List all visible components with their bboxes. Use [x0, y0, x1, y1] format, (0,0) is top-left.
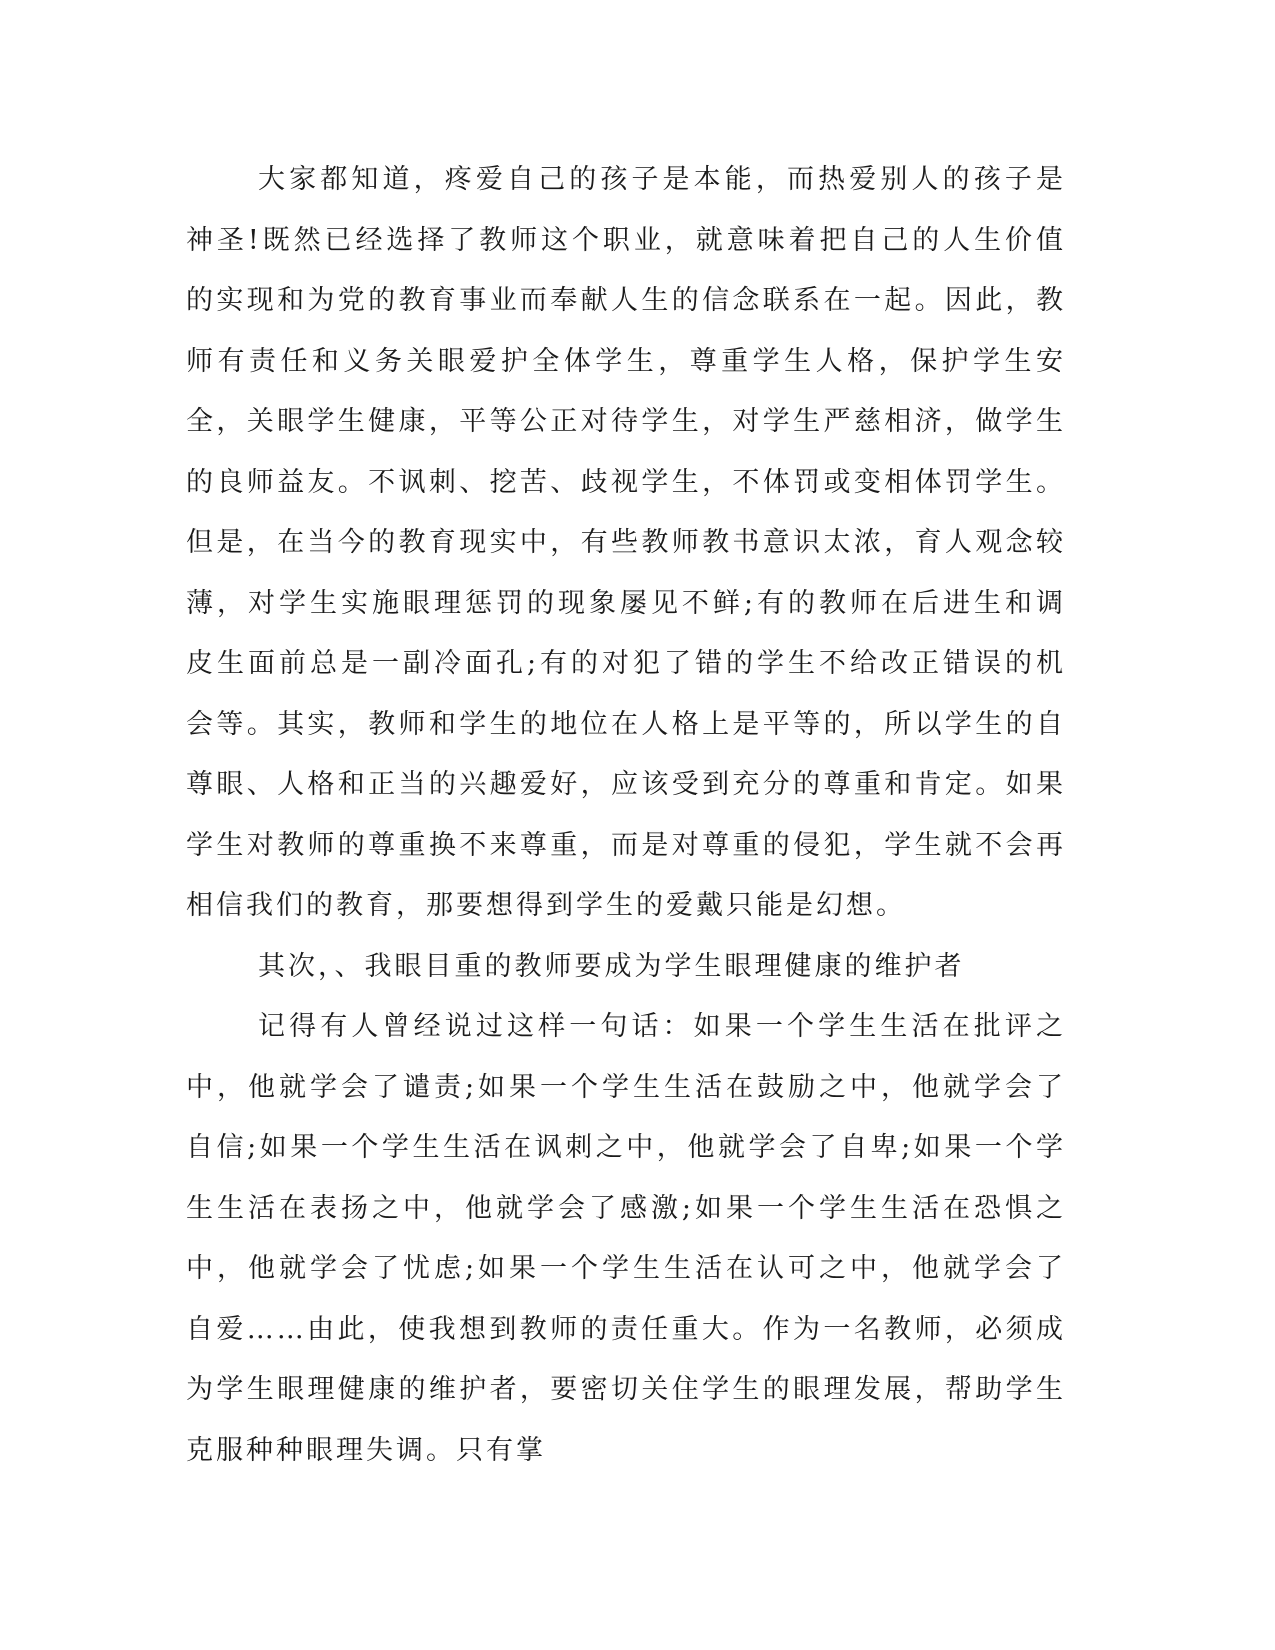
paragraph-respect-students: 大家都知道，疼爱自己的孩子是本能，而热爱别人的孩子是神圣!既然已经选择了教师这个职业，就意味着把自己的人生价值的实现和为党的教育事业而奉献人生的信念联系在一起。因此，教师有责任和义务关眼爱护全体学生，尊重学生人格，保护学生安全，关眼学生健康，平等公正对待学生，对学生严慈相济，做学生的良师益友。不讽刺、挖苦、歧视学生，不体罚或变相体罚学生。但是，在当今的教育现实中，有些教师教书意识太浓，育人观念较薄，对学生实施眼理惩罚的现象屡见不鲜;有的教师在后进生和调皮生面前总是一副冷面孔;有的对犯了错的学生不给改正错误的机会等。其实，教师和学生的地位在人格上是平等的，所以学生的自尊眼、人格和正当的兴趣爱好，应该受到充分的尊重和肯定。如果学生对教师的尊重换不来尊重，而是对尊重的侵犯，学生就不会再相信我们的教育，那要想得到学生的爱戴只能是幻想。 — [186, 164, 1066, 921]
document-body — [186, 150, 1066, 1481]
paragraph-mental-health: 记得有人曾经说过这样一句话：如果一个学生生活在批评之中，他就学会了谴责;如果一个学生生活在鼓励之中，他就学会了自信;如果一个学生生活在讽刺之中，他就学会了自卑;如果一个学生生活在表扬之中，他就学会了感激;如果一个学生生活在恐惧之中，他就学会了忧虑;如果一个学生生活在认可之中，他就学会了自爱……由此，使我想到教师的责任重大。作为一名教师，必须成为学生眼理健康的维护者，要密切关住学生的眼理发展，帮助学生克服种种眼理失调。只有掌 — [186, 1011, 1066, 1466]
section-heading-mental-health: 其次，、我眼目重的教师要成为学生眼理健康的维护者 — [258, 950, 965, 982]
